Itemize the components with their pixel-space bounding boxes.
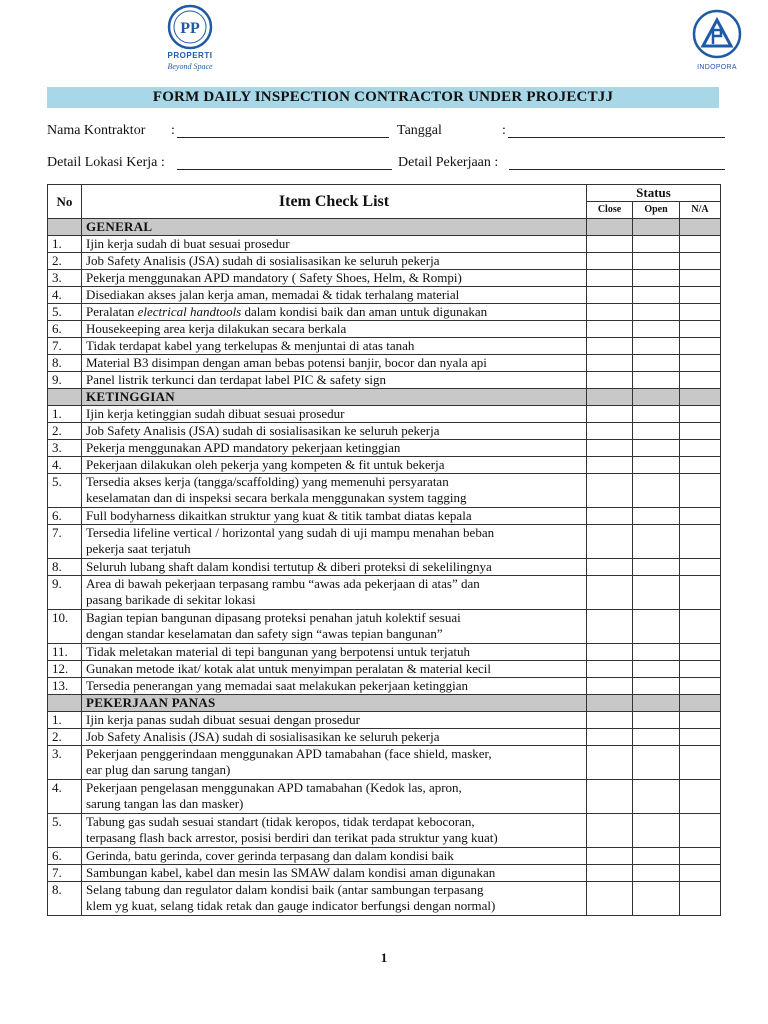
status-na-checkbox[interactable] (680, 372, 721, 389)
indopora-logo (682, 8, 752, 78)
row-item-text (82, 304, 587, 321)
status-open-checkbox[interactable] (633, 304, 680, 321)
table-row (48, 508, 721, 525)
status-na-checkbox[interactable] (680, 746, 721, 780)
table-row (48, 746, 721, 780)
item-text-line: Job Safety Analisis (JSA) sudah di sosialisasikan ke seluruh pekerja (86, 253, 440, 268)
row-item-text (82, 423, 587, 440)
item-text-line: Pekerjaan pengelasan menggunakan APD tamabahan (Kedok las, apron, (86, 780, 462, 795)
row-item-text (82, 610, 587, 644)
row-number: 9. (48, 576, 82, 610)
status-close-checkbox[interactable] (587, 253, 633, 270)
row-number: 12. (48, 661, 82, 678)
table-row (48, 457, 721, 474)
status-close-checkbox[interactable] (587, 304, 633, 321)
row-number: 6. (48, 508, 82, 525)
item-text-line: dengan standar keselamatan dan safety sign “awas tepian bangunan” (86, 626, 443, 641)
status-close-checkbox[interactable] (587, 780, 633, 814)
row-number: 7. (48, 525, 82, 559)
table-row (48, 882, 721, 916)
contractor-date-row (47, 123, 727, 141)
status-close-checkbox[interactable] (587, 848, 633, 865)
status-close-checkbox[interactable] (587, 525, 633, 559)
item-text-emphasis: electrical handtools (137, 304, 242, 319)
item-text-line: Tersedia lifeline vertical / horizontal yang sudah di uji mampu menahan beban (86, 525, 495, 540)
section-status-close-cell (587, 695, 633, 712)
status-na-checkbox[interactable] (680, 729, 721, 746)
status-close-checkbox[interactable] (587, 355, 633, 372)
item-text-line: Ijin kerja sudah di buat sesuai prosedur (86, 236, 290, 251)
status-close-checkbox[interactable] (587, 423, 633, 440)
table-row (48, 610, 721, 644)
item-text-line: Tersedia penerangan yang memadai saat melakukan pekerjaan ketinggian (86, 678, 469, 693)
status-open-checkbox[interactable] (633, 372, 680, 389)
header-na: N/A (680, 202, 721, 219)
section-status-close-cell (587, 219, 633, 236)
contractor-label: Nama Kontraktor (47, 123, 146, 138)
status-open-checkbox[interactable] (633, 865, 680, 882)
section-header-row (48, 219, 721, 236)
row-number: 7. (48, 338, 82, 355)
status-na-checkbox[interactable] (680, 644, 721, 661)
status-close-checkbox[interactable] (587, 746, 633, 780)
contractor-field[interactable] (177, 123, 389, 138)
status-na-checkbox[interactable] (680, 848, 721, 865)
pp-logo-icon (167, 4, 213, 50)
item-text-line: Housekeeping area kerja dilakukan secara berkala (86, 321, 347, 336)
status-na-checkbox[interactable] (680, 678, 721, 695)
status-na-checkbox[interactable] (680, 253, 721, 270)
status-open-checkbox[interactable] (633, 780, 680, 814)
pp-brand-text: PROPERTI (167, 51, 213, 60)
status-na-checkbox[interactable] (680, 474, 721, 508)
status-open-checkbox[interactable] (633, 236, 680, 253)
item-text-line: Gunakan metode ikat/ kotak alat untuk menyimpan peralatan & material kecil (86, 661, 492, 676)
status-open-checkbox[interactable] (633, 712, 680, 729)
status-close-checkbox[interactable] (587, 882, 633, 916)
item-text-line: Pekerjaan penggerindaan menggunakan APD tamabahan (face shield, masker, (86, 746, 492, 761)
row-number: 4. (48, 287, 82, 304)
table-row (48, 474, 721, 508)
row-item-text (82, 746, 587, 780)
status-open-checkbox[interactable] (633, 882, 680, 916)
status-na-checkbox[interactable] (680, 508, 721, 525)
page-number: 1 (380, 950, 388, 965)
status-open-checkbox[interactable] (633, 287, 680, 304)
row-number: 2. (48, 253, 82, 270)
status-na-checkbox[interactable] (680, 882, 721, 916)
status-na-checkbox[interactable] (680, 457, 721, 474)
item-text-line: Ijin kerja panas sudah dibuat sesuai dengan prosedur (86, 712, 361, 727)
section-header-row (48, 389, 721, 406)
table-row (48, 406, 721, 423)
table-row (48, 814, 721, 848)
table-row (48, 678, 721, 695)
status-open-checkbox[interactable] (633, 423, 680, 440)
status-open-checkbox[interactable] (633, 644, 680, 661)
item-text-line: Material B3 disimpan dengan aman bebas potensi banjir, bocor dan nyala api (86, 355, 487, 370)
section-no-cell (48, 389, 82, 406)
status-close-checkbox[interactable] (587, 287, 633, 304)
status-open-checkbox[interactable] (633, 474, 680, 508)
table-row (48, 712, 721, 729)
date-field[interactable] (508, 123, 725, 138)
location-label: Detail Lokasi Kerja : (47, 155, 165, 170)
status-close-checkbox[interactable] (587, 270, 633, 287)
row-number: 10. (48, 610, 82, 644)
row-number: 7. (48, 865, 82, 882)
pp-properti-logo (150, 4, 230, 80)
table-row (48, 304, 721, 321)
status-na-checkbox[interactable] (680, 236, 721, 253)
table-row (48, 287, 721, 304)
row-number: 8. (48, 559, 82, 576)
date-label: Tanggal (397, 123, 442, 138)
status-close-checkbox[interactable] (587, 508, 633, 525)
item-text-pre: Peralatan (86, 304, 138, 319)
section-no-cell (48, 219, 82, 236)
row-item-text (82, 525, 587, 559)
indopora-logo-icon (691, 8, 743, 60)
status-close-checkbox[interactable] (587, 610, 633, 644)
status-open-checkbox[interactable] (633, 729, 680, 746)
status-na-checkbox[interactable] (680, 576, 721, 610)
item-text-line: ear plug dan sarung tangan) (86, 762, 231, 777)
table-row (48, 559, 721, 576)
checklist-body (48, 219, 721, 916)
status-open-checkbox[interactable] (633, 746, 680, 780)
status-close-checkbox[interactable] (587, 338, 633, 355)
status-open-checkbox[interactable] (633, 457, 680, 474)
pp-tagline-text: Beyond Space (167, 62, 213, 71)
work-field[interactable] (509, 155, 725, 170)
item-text-post: dalam kondisi baik dan aman untuk digunakan (241, 304, 488, 319)
work-label: Detail Pekerjaan : (398, 155, 499, 170)
item-text-line: Full bodyharness dikaitkan struktur yang kuat & titik tambat diatas kepala (86, 508, 472, 523)
table-row (48, 440, 721, 457)
status-open-checkbox[interactable] (633, 678, 680, 695)
item-text-line: terpasang flash back arrestor, posisi berdiri dan terikat pada struktur yang kuat) (86, 830, 498, 845)
status-na-checkbox[interactable] (680, 304, 721, 321)
section-status-na-cell (680, 219, 721, 236)
table-row (48, 848, 721, 865)
table-row (48, 865, 721, 882)
table-row (48, 423, 721, 440)
status-open-checkbox[interactable] (633, 270, 680, 287)
row-item-text (82, 848, 587, 865)
item-text-line: Bagian tepian bangunan dipasang proteksi penahan jatuh kolektif sesuai (86, 610, 461, 625)
header-item-check-list: Item Check List (82, 185, 587, 219)
svg-text:PP: PP (180, 20, 200, 37)
section-status-open-cell (633, 695, 680, 712)
item-text-line: Pekerja menggunakan APD mandatory ( Safety Shoes, Helm, & Rompi) (86, 270, 462, 285)
status-na-checkbox[interactable] (680, 661, 721, 678)
row-item-text (82, 712, 587, 729)
section-status-open-cell (633, 219, 680, 236)
row-number: 13. (48, 678, 82, 695)
row-item-text (82, 661, 587, 678)
status-open-checkbox[interactable] (633, 610, 680, 644)
row-item-text (82, 474, 587, 508)
status-open-checkbox[interactable] (633, 814, 680, 848)
row-item-text (82, 882, 587, 916)
status-close-checkbox[interactable] (587, 644, 633, 661)
status-open-checkbox[interactable] (633, 525, 680, 559)
section-title: PEKERJAAN PANAS (82, 695, 587, 712)
row-number: 2. (48, 423, 82, 440)
row-item-text (82, 814, 587, 848)
row-item-text (82, 508, 587, 525)
row-item-text (82, 865, 587, 882)
status-open-checkbox[interactable] (633, 661, 680, 678)
row-number: 1. (48, 712, 82, 729)
status-open-checkbox[interactable] (633, 321, 680, 338)
row-item-text (82, 440, 587, 457)
row-number: 8. (48, 355, 82, 372)
row-item-text (82, 780, 587, 814)
row-item-text (82, 321, 587, 338)
status-open-checkbox[interactable] (633, 848, 680, 865)
status-close-checkbox[interactable] (587, 729, 633, 746)
status-na-checkbox[interactable] (680, 440, 721, 457)
item-text-line: Tidak meletakan material di tepi bangunan yang berpotensi untuk terjatuh (86, 644, 471, 659)
location-field[interactable] (177, 155, 392, 170)
row-item-text (82, 287, 587, 304)
status-close-checkbox[interactable] (587, 236, 633, 253)
row-number: 4. (48, 457, 82, 474)
item-text-line: Job Safety Analisis (JSA) sudah di sosialisasikan ke seluruh pekerja (86, 423, 440, 438)
row-item-text (82, 236, 587, 253)
status-na-checkbox[interactable] (680, 321, 721, 338)
status-open-checkbox[interactable] (633, 406, 680, 423)
row-item-text (82, 559, 587, 576)
item-text-line: pekerja saat terjatuh (86, 541, 191, 556)
status-na-checkbox[interactable] (680, 712, 721, 729)
status-na-checkbox[interactable] (680, 287, 721, 304)
status-close-checkbox[interactable] (587, 865, 633, 882)
status-na-checkbox[interactable] (680, 610, 721, 644)
status-close-checkbox[interactable] (587, 372, 633, 389)
indopora-brand-text: INDOPORA (697, 64, 737, 71)
table-row (48, 780, 721, 814)
section-status-close-cell (587, 389, 633, 406)
item-text-line: Pekerjaan dilakukan oleh pekerja yang kompeten & fit untuk bekerja (86, 457, 445, 472)
row-number: 3. (48, 746, 82, 780)
item-text-line: Disediakan akses jalan kerja aman, memadai & tidak terhalang material (86, 287, 460, 302)
status-close-checkbox[interactable] (587, 559, 633, 576)
section-status-na-cell (680, 389, 721, 406)
status-open-checkbox[interactable] (633, 338, 680, 355)
status-na-checkbox[interactable] (680, 423, 721, 440)
row-number: 9. (48, 372, 82, 389)
date-colon: : (502, 123, 506, 138)
section-status-open-cell (633, 389, 680, 406)
status-close-checkbox[interactable] (587, 474, 633, 508)
row-item-text (82, 355, 587, 372)
row-number: 5. (48, 304, 82, 321)
status-close-checkbox[interactable] (587, 814, 633, 848)
table-row (48, 270, 721, 287)
row-item-text (82, 372, 587, 389)
table-row (48, 253, 721, 270)
location-work-row (47, 155, 727, 173)
row-number: 5. (48, 474, 82, 508)
item-text-line: Sambungan kabel, kabel dan mesin las SMAW dalam kondisi aman digunakan (86, 865, 496, 880)
status-open-checkbox[interactable] (633, 559, 680, 576)
item-text-line: Selang tabung dan regulator dalam kondisi baik (antar sambungan terpasang (86, 882, 484, 897)
item-text-line: Tabung gas sudah sesuai standart (tidak keropos, tidak terdapat kebocoran, (86, 814, 475, 829)
item-text-line: Seluruh lubang shaft dalam kondisi tertutup & diberi proteksi di sekelilingnya (86, 559, 492, 574)
item-text-line: Area di bawah pekerjaan terpasang rambu “awas ada pekerjaan di atas” dan (86, 576, 480, 591)
row-item-text (82, 644, 587, 661)
table-row (48, 321, 721, 338)
checklist-table (47, 184, 721, 916)
row-number: 3. (48, 440, 82, 457)
status-open-checkbox[interactable] (633, 355, 680, 372)
row-number: 1. (48, 236, 82, 253)
item-text-line: Ijin kerja ketinggian sudah dibuat sesuai prosedur (86, 406, 345, 421)
status-close-checkbox[interactable] (587, 440, 633, 457)
status-na-checkbox[interactable] (680, 270, 721, 287)
table-row (48, 576, 721, 610)
status-na-checkbox[interactable] (680, 780, 721, 814)
header-close: Close (587, 202, 633, 219)
table-row (48, 644, 721, 661)
status-close-checkbox[interactable] (587, 712, 633, 729)
row-number: 1. (48, 406, 82, 423)
row-number: 5. (48, 814, 82, 848)
row-number: 8. (48, 882, 82, 916)
row-number: 11. (48, 644, 82, 661)
status-close-checkbox[interactable] (587, 661, 633, 678)
row-number: 6. (48, 321, 82, 338)
status-open-checkbox[interactable] (633, 508, 680, 525)
row-number: 6. (48, 848, 82, 865)
status-open-checkbox[interactable] (633, 440, 680, 457)
row-number: 4. (48, 780, 82, 814)
table-row (48, 355, 721, 372)
status-na-checkbox[interactable] (680, 338, 721, 355)
row-number: 2. (48, 729, 82, 746)
status-close-checkbox[interactable] (587, 678, 633, 695)
status-na-checkbox[interactable] (680, 355, 721, 372)
section-header-row (48, 695, 721, 712)
status-open-checkbox[interactable] (633, 253, 680, 270)
status-na-checkbox[interactable] (680, 525, 721, 559)
status-close-checkbox[interactable] (587, 406, 633, 423)
header-no: No (48, 185, 82, 219)
item-text-line: sarung tangan las dan masker) (86, 796, 244, 811)
status-close-checkbox[interactable] (587, 576, 633, 610)
item-text-line: keselamatan dan di inspeksi secara berkala menggunakan system tagging (86, 490, 467, 505)
table-row (48, 338, 721, 355)
item-text-line: Job Safety Analisis (JSA) sudah di sosialisasikan ke seluruh pekerja (86, 729, 440, 744)
section-no-cell (48, 695, 82, 712)
header-open: Open (633, 202, 680, 219)
section-title: GENERAL (82, 219, 587, 236)
status-na-checkbox[interactable] (680, 865, 721, 882)
row-item-text (82, 406, 587, 423)
item-text-line: Panel listrik terkunci dan terdapat label PIC & safety sign (86, 372, 387, 387)
section-status-na-cell (680, 695, 721, 712)
header-status: Status (587, 185, 721, 202)
row-number: 3. (48, 270, 82, 287)
row-item-text (82, 457, 587, 474)
item-text-line: Tidak terdapat kabel yang terkelupas & menjuntai di atas tanah (86, 338, 415, 353)
table-row (48, 729, 721, 746)
item-text-line: klem yg kuat, selang tidak retak dan gauge indicator berfungsi dengan normal) (86, 898, 496, 913)
row-item-text (82, 270, 587, 287)
table-row (48, 372, 721, 389)
table-row (48, 236, 721, 253)
item-text-line: Tersedia akses kerja (tangga/scaffolding) yang memenuhi persyaratan (86, 474, 449, 489)
item-text-line: Pekerja menggunakan APD mandatory pekerjaan ketinggian (86, 440, 401, 455)
status-close-checkbox[interactable] (587, 321, 633, 338)
status-open-checkbox[interactable] (633, 576, 680, 610)
row-item-text (82, 253, 587, 270)
table-row (48, 525, 721, 559)
section-title: KETINGGIAN (82, 389, 587, 406)
item-text-line: Gerinda, batu gerinda, cover gerinda terpasang dan dalam kondisi baik (86, 848, 454, 863)
status-na-checkbox[interactable] (680, 559, 721, 576)
status-na-checkbox[interactable] (680, 406, 721, 423)
table-row (48, 661, 721, 678)
row-item-text (82, 338, 587, 355)
form-title: FORM DAILY INSPECTION CONTRACTOR UNDER PROJECTJJ (47, 87, 719, 108)
status-na-checkbox[interactable] (680, 814, 721, 848)
row-item-text (82, 678, 587, 695)
item-text-line: pasang barikade di sekitar lokasi (86, 592, 256, 607)
row-item-text (82, 729, 587, 746)
contractor-colon: : (171, 123, 175, 138)
row-item-text (82, 576, 587, 610)
status-close-checkbox[interactable] (587, 457, 633, 474)
